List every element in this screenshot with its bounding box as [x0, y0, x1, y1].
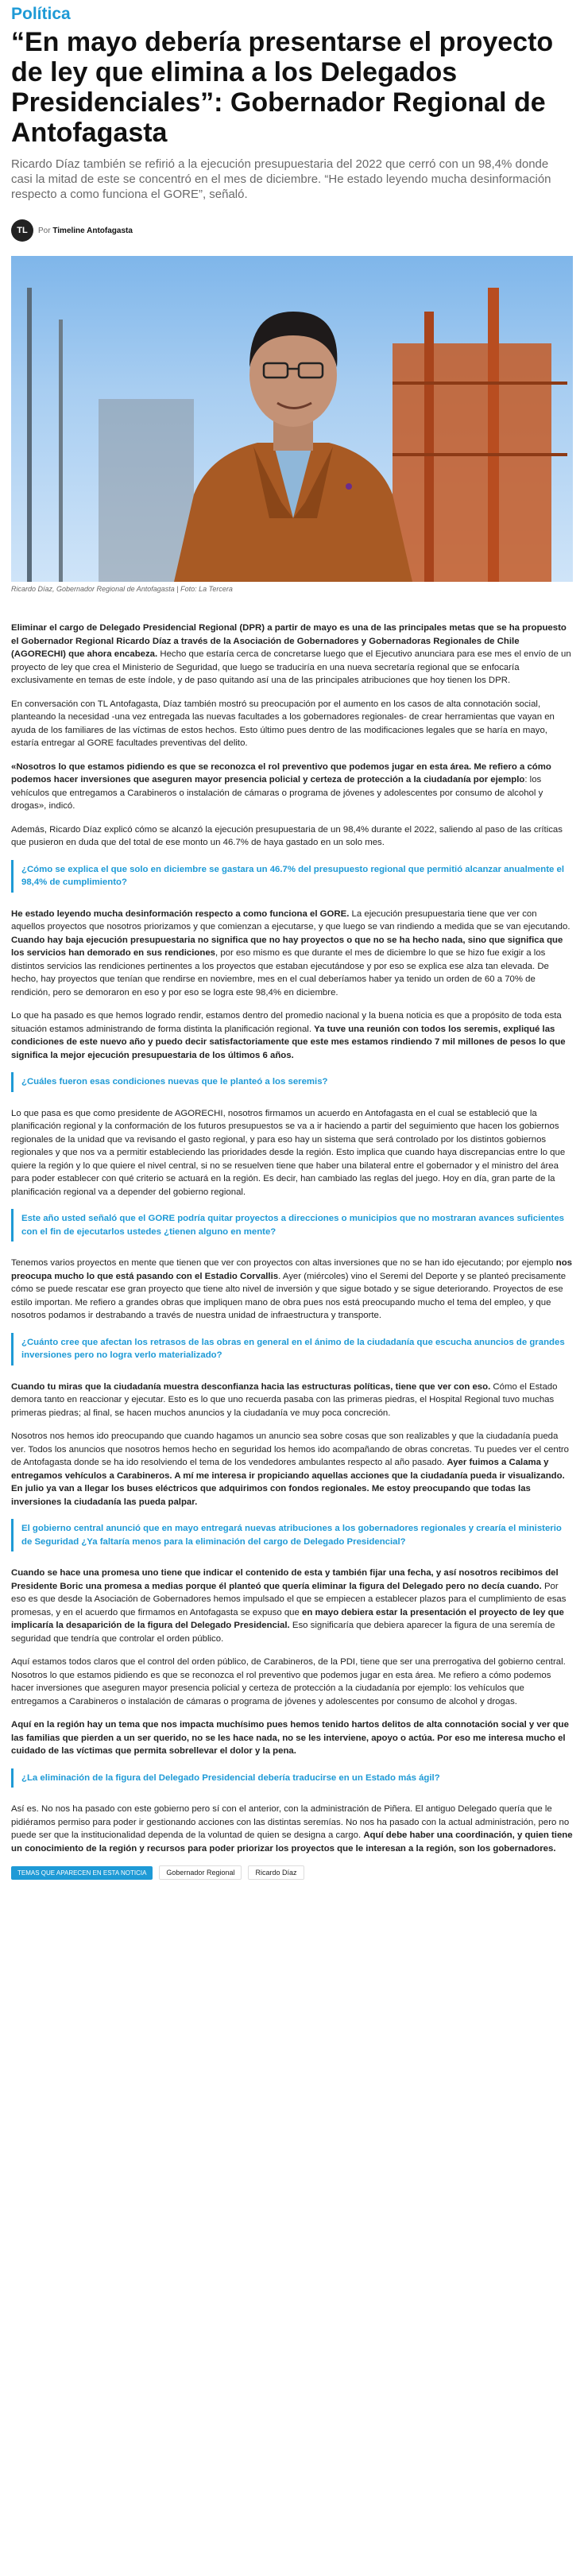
tag-list: [11, 1865, 573, 1880]
paragraph: Eliminar el cargo de Delegado Presidencial Regional (DPR) a partir de mayo es una de las principales metas que se ha propuesto el Gobernador Regional Ricardo Díaz a través de la Asociación de Gobernadores y Gobernadoras Regionales de Chile (AGORECHI) que ahora encabeza. Hecho que estaría cerca de concretarse luego que el Ejecutivo anunciara para ese mes el envío de un proyecto de ley que crea el Ministerio de Seguridad, que luego se traduciría en una nueva secretaría regional que se enfocaría exclusivamente en temas de este índole, y de paso quitando así una de las principales atribuciones que hoy tienen los DPR.: [11, 623, 571, 685]
paragraph: Además, Ricardo Díaz explicó cómo se alcanzó la ejecución presupuestaria de un 98,4% durante el 2022, saliendo al paso de las críticas que pusieron en duda que del total de ese monto un 46.7% de haya gastado en un solo mes.: [11, 824, 563, 847]
interview-question: Este año usted señaló que el GORE podría quitar proyectos a direcciones o municipios que no mostraran avances suficientes con el fin de ejecutarlos ustedes ¿tienen alguno en mente?: [11, 1209, 573, 1242]
answer-paragraph: He estado leyendo mucha desinformación respecto a como funciona el GORE. La ejecución presupuestaria tiene que ver con aquellos proyectos que nosotros priorizamos y que comienzan a ejecutarse, y que luego se van rindiendo a medida que se van ejecutando. Cuando hay baja ejecución presupuestaria no significa que no hay proyectos o que no se ha hecho nada, sino que significa que los servicios han demorado en sus rendiciones, por eso mismo es que durante el mes de diciembre lo que se hizo fue exigir a los distintos servicios las rendiciones pertinentes a los proyectos que estaban ejecutándose y por eso se explica ese alza tan elevada. De hecho, hay proyectos que tenían que rendirse en noviembre, mes en el cual deberíamos haber ya tenido un orden de 60 a 70% de rendición, pero se demoraron en eso y por eso se logra este 98,4% en diciembre.: [11, 908, 570, 997]
author-prefix: Por: [38, 226, 51, 235]
paragraph: En conversación con TL Antofagasta, Díaz también mostró su preocupación por el aumento en los casos de alta connotación social, planteando la necesidad -una vez entregada las nuevas facultades a los gobernadores regionales- de crear herramientas que vayan en ayuda de los familiares de las víctimas de estos hechos. Esto último pues dentro de las modificaciones legales que se haría en mayo, estaría entregar al GORE facultades preventivas del delito.: [11, 699, 555, 748]
author: [38, 227, 133, 235]
publisher-logo[interactable]: TL: [11, 219, 33, 242]
category-label[interactable]: Política: [11, 5, 71, 23]
answer-paragraph: Cuando tu miras que la ciudadanía muestra desconfianza hacia las estructuras políticas, tiene que ver con eso. Cómo el Estado demora tanto en reaccionar y ejecutar. Esto es lo que uno recuerda pasaba con las primeras piedras, el Hospital Regional tuvo muchas primeras piedras; al final, se hacen muchos anuncios y la ciudadanía ve muy poca concreción.: [11, 1381, 558, 1418]
interview-question: ¿Cuáles fueron esas condiciones nuevas que le planteó a los seremis?: [11, 1072, 573, 1092]
portrait-illustration: [11, 256, 573, 582]
tag-ricardo-diaz[interactable]: Ricardo Díaz: [248, 1865, 304, 1880]
answer-paragraph: Aquí estamos todos claros que el control del orden público, de Carabineros, de la PDI, tiene que ser una prerrogativa del gobierno central. Nosotros lo que estamos pidiendo es que se reconozca el rol preventivo que podemos jugar en esta área. Me refiero a cómo podemos hacer inversiones que aseguren mayor presencia policial y certeza de protección a la ciudadanía por ejemplo: los vehículos que entregamos a Carabineros o instalación de cámaras o programa de jóvenes y adolescentes por consumo de alcohol y drogas.: [11, 1657, 566, 1706]
interview-question: ¿La eliminación de la figura del Delegado Presidencial debería traducirse en un Estado más ágil?: [11, 1768, 573, 1788]
byline: [11, 219, 573, 242]
answer-paragraph: Nosotros nos hemos ido preocupando que cuando hagamos un anuncio sea sobre cosas que son realizables y que la ciudadanía pueda ver. Todos los anuncios que nosotros hemos hecho en seguridad los hemos ido acompañando de obras concretas. Tu puedes ver el centro de Antofagasta donde se ha ido resolviendo el tema de los vendedores ambulantes respecto al año pasado. Ayer fuimos a Calama y entregamos vehículos a Carabineros. A mí me interesa ir propiciando aquellas acciones que la ciudadanía pueda ir visualizando. En julio ya van a llegar los buses eléctricos que adquirimos con fondos regionales. Me estoy preocupando que todas las inversiones la ciudadanía las pueda palpar.: [11, 1431, 570, 1507]
interview-question: El gobierno central anunció que en mayo entregará nuevas atribuciones a los gobernadores regionales y crearía el ministerio de Seguridad ¿Ya faltaría menos para la eliminación del cargo de Delegado Presidencial?: [11, 1519, 573, 1551]
answer-paragraph: Aquí en la región hay un tema que nos impacta muchísimo pues hemos tenido hartos delitos de alta connotación social y ver que las familias que pierden a un ser querido, no se les hace nada, no se les interviene, apoyo o actúa. Por eso me interesa mucho el cuidado de las víctimas que permita sobrellevar el dolor y la pena.: [11, 1720, 569, 1756]
answer-paragraph: Tenemos varios proyectos en mente que tienen que ver con proyectos con altas inversiones que no se han ido ejecutando; por ejemplo nos preocupa mucho lo que está pasando con el Estadio Corvallis. Ayer (miércoles) vino el Seremi del Deporte y se planteó precisamente cómo se puede rescatar ese gran proyecto que tiene alto nivel de inversión y que sigue botado y se sigue deteriorando. Proyectos de ese estilo importan. Me refiero a grandes obras que impliquen mano de obra pues nos está preocupando mucho el tema del empleo, y que nosotros podamos ir destrabando a través de nuestra unidad de infraestructura y transporte.: [11, 1258, 573, 1320]
tags-heading: TEMAS QUE APARECEN EN ESTA NOTICIA: [11, 1866, 153, 1880]
article-headline: “En mayo debería presentarse el proyecto de ley que elimina a los Delegados Presidenciales”: Gobernador Regional de Antofagasta: [11, 27, 554, 148]
answer-paragraph: Lo que pasa es que como presidente de AGORECHI, nosotros firmamos un acuerdo en Antofagasta en el cual se estableció que la planificación regional y la conformación de los futuros presupuestos se va a ir haciendo a partir del seguimiento que hacen los gobiernos regionales de la unidad que va revisando el gasto regional, y para eso hay un sistema que será controlado por los distintos gobiernos regionales y que nos va a permitir estableciendo las prioridades desde la región. Esto implica que cuando haya discrepancias entre lo que quiere la región y lo que quiere el nivel central, si no se resuelven tiene que haber una bilateral entre el gobernador y el ministro del área para poder establecer con qué criterio se actuará en la región. Es decir, han cambiado las reglas del juego. Hoy en día, gran parte de la planificación regional va a depender del gobierno regional.: [11, 1108, 566, 1197]
interview-question: ¿Cómo se explica el que solo en diciembre se gastara un 46.7% del presupuesto regional que permitió alcanzar anualmente el 98,4% de cumplimiento?: [11, 860, 573, 893]
tag-gobernador-regional[interactable]: Gobernador Regional: [159, 1865, 242, 1880]
article-lead: Ricardo Díaz también se refirió a la ejecución presupuestaria del 2022 que cerró con un 98,4% donde casi la mitad de este se concentró en el mes de diciembre. “He estado leyendo mucha desinformación respecto a como funciona el GORE”, señaló.: [11, 157, 551, 201]
photo-caption: Ricardo Díaz, Gobernador Regional de Antofagasta | Foto: La Tercera: [11, 585, 233, 593]
answer-paragraph: Así es. No nos ha pasado con este gobierno pero sí con el anterior, con la administración de Piñera. El antiguo Delegado quería que le pidiéramos permiso para poder ir gestionando acciones con las distintas seremías. No nos ha pasado con la actual administración, pero no puede ser que la institucionalidad dependa de la voluntad de quien se designa a cargo. Aquí debe haber una coordinación, y quien tiene un conocimiento de la región y recursos para poder priorizar los proyectos que le interesan a la región, son los gobernadores.: [11, 1804, 573, 1854]
answer-paragraph: Lo que ha pasado es que hemos logrado rendir, estamos dentro del promedio nacional y la buena noticia es que a propósito de toda esta situación estamos administrando de forma distinta la planificación regional. Ya tuve una reunión con todos los seremis, expliqué las condiciones de este nuevo año y puedo decir satisfactoriamente que este mes estamos rindiendo 7 mil millones de pesos lo que significa la mejor ejecución presupuestaria de los últimos 6 años.: [11, 1011, 566, 1060]
answer-paragraph: Cuando se hace una promesa uno tiene que indicar el contenido de esta y también fijar una fecha, y así nosotros recibimos del Presidente Boric una promesa a medias porque él planteó que quería eliminar la figura del Delegado pero no decía cuando. Por eso es que desde la Asociación de Gobernadores hemos impulsado el que se empiecen a establecer plazos para el cumplimiento de esas promesas, y en el acuerdo que firmamos en Antofagasta se expuso que en mayo debiera estar la presentación el proyecto de ley que implicaría la desaparición de la figura del Delegado Presidencial. Eso significaría que debiera aparecer la figura de una seremía de seguridad que tendría que controlar el orden público.: [11, 1568, 567, 1644]
author-name[interactable]: Timeline Antofagasta: [52, 226, 133, 235]
paragraph: «Nosotros lo que estamos pidiendo es que se reconozca el rol preventivo que podemos jugar en esta área. Me refiero a cómo podemos hacer inversiones que aseguren mayor presencia policial y certeza de protección a la ciudadanía por ejemplo: los vehículos que entregamos a Carabineros o instalación de cámaras o programa de jóvenes y adolescentes por consumo de alcohol y drogas», indicó.: [11, 761, 551, 811]
article-body: [11, 622, 573, 1855]
hero-photo: [11, 256, 573, 582]
interview-question: ¿Cuánto cree que afectan los retrasos de las obras en general en el ánimo de la ciudadanía que escucha anuncios de grandes inversiones pero no logra verlo materializado?: [11, 1333, 573, 1365]
